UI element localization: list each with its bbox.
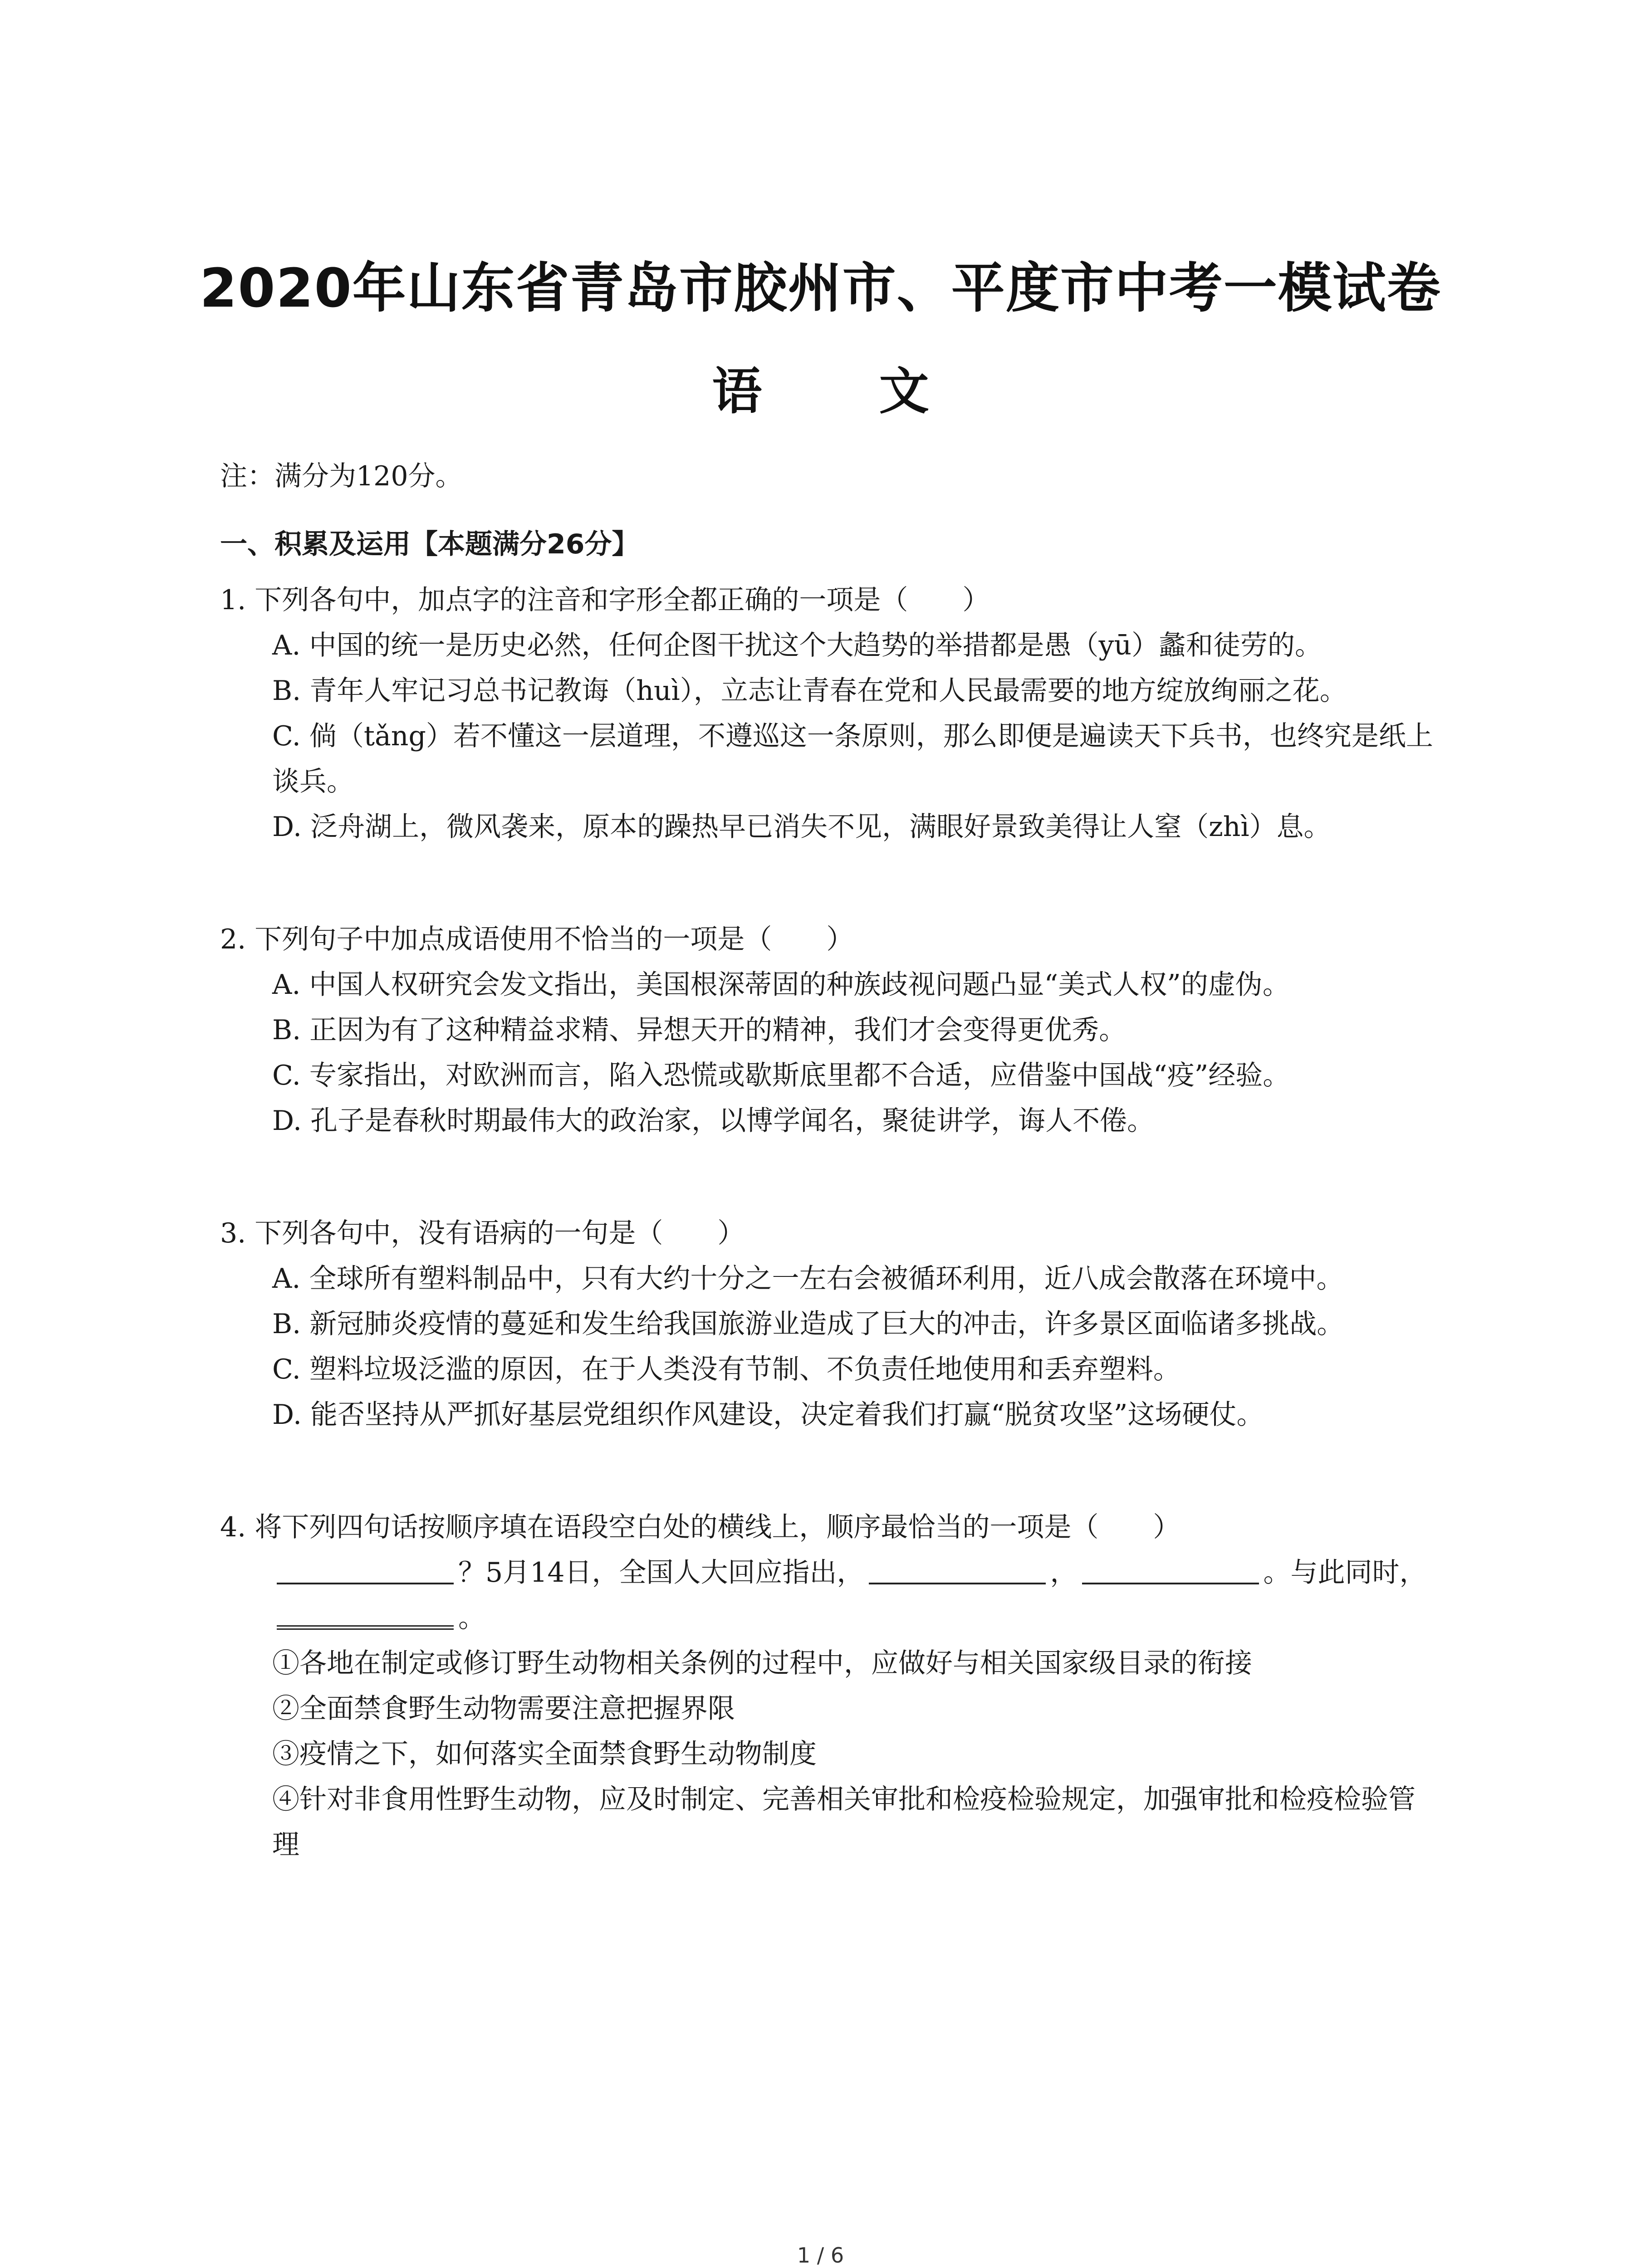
option-b: B. 正因为有了这种精益求精、异想天开的精神，我们才会变得更优秀。 — [272, 1014, 1127, 1046]
answer-blank — [277, 1625, 454, 1630]
answer-blank — [1082, 1582, 1259, 1584]
subject-title: 语 文 — [712, 362, 979, 420]
sentence-4: ④针对非食用性野生动物，应及时制定、完善相关审批和检疫检验规定，加强审批和检疫检验管理 — [272, 1784, 1416, 1861]
question-1 — [220, 577, 1436, 850]
page-number: 1 / 6 — [797, 2243, 844, 2268]
question-4 — [220, 1505, 1436, 1867]
sentence-1: ①各地在制定或修订野生动物相关条例的过程中，应做好与相关国家级目录的衔接 — [272, 1647, 1252, 1679]
question-stem: 1. 下列各句中，加点字的注音和字形全都正确的一项是（ ） — [220, 584, 990, 616]
score-note: 注：满分为120分。 — [220, 460, 463, 492]
answer-blank — [277, 1582, 454, 1584]
fill-in-passage — [272, 1550, 1436, 1641]
option-d: D. 泛舟湖上，微风袭来，原本的躁热早已消失不见，满眼好景致美得让人窒（zhì）息。 — [272, 811, 1331, 843]
option-c: C. 倘（tǎng）若不懂这一层道理，不遵巡这一条原则，那么即便是遍读天下兵书，也终究是纸上谈兵。 — [272, 720, 1433, 797]
question-stem: 2. 下列句子中加点成语使用不恰当的一项是（ ） — [220, 924, 854, 955]
option-a: A. 中国的统一是历史必然，任何企图干扰这个大趋势的举措都是愚（yū）蠡和徒劳的。 — [272, 630, 1323, 661]
option-d: D. 能否坚持从严抓好基层党组织作风建设，决定着我们打赢“脱贫攻坚”这场硬仗。 — [272, 1399, 1264, 1431]
question-3 — [220, 1211, 1436, 1437]
exam-title: 2020年山东省青岛市胶州市、平度市中考一模试卷 — [200, 257, 1441, 319]
option-d: D. 孔子是春秋时期最伟大的政治家，以博学闻名，聚徒讲学，诲人不倦。 — [272, 1105, 1155, 1137]
passage-text: ， — [1050, 1557, 1078, 1589]
option-c: C. 塑料垃圾泛滥的原因，在于人类没有节制、不负责任地使用和丢弃塑料。 — [272, 1354, 1181, 1385]
question-stem: 3. 下列各句中，没有语病的一句是（ ） — [220, 1217, 745, 1249]
sentence-3: ③疫情之下，如何落实全面禁食野生动物制度 — [272, 1738, 817, 1770]
option-a: A. 全球所有塑料制品中，只有大约十分之一左右会被循环利用，近八成会散落在环境中。 — [272, 1263, 1344, 1295]
question-stem: 4. 将下列四句话按顺序填在语段空白处的横线上，顺序最恰当的一项是（ ） — [220, 1511, 1181, 1543]
passage-text: ？5月14日，全国人大回应指出， — [458, 1557, 864, 1589]
option-b: B. 青年人牢记习总书记教诲（huì），立志让青春在党和人民最需要的地方绽放绚丽之花。 — [272, 675, 1347, 707]
option-b: B. 新冠肺炎疫情的蔓延和发生给我国旅游业造成了巨大的冲击，许多景区面临诸多挑战。 — [272, 1308, 1344, 1340]
passage-text: 。与此同时， — [1263, 1557, 1427, 1589]
question-2 — [220, 917, 1436, 1144]
exam-content — [220, 456, 1436, 1867]
option-c: C. 专家指出，对欧洲而言，陷入恐慌或歇斯底里都不合适，应借鉴中国战“疫”经验。 — [272, 1060, 1290, 1091]
passage-text: 。 — [458, 1602, 485, 1634]
answer-blank — [869, 1582, 1046, 1584]
option-a: A. 中国人权研究会发文指出，美国根深蒂固的种族歧视问题凸显“美式人权”的虚伪。 — [272, 969, 1290, 1001]
sentence-2: ②全面禁食野生动物需要注意把握界限 — [272, 1693, 735, 1725]
section-heading: 一、积累及运用【本题满分26分】 — [220, 528, 639, 560]
